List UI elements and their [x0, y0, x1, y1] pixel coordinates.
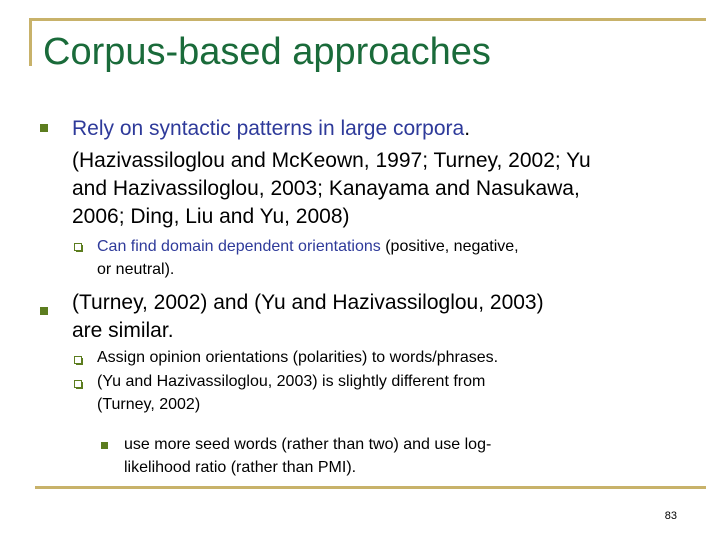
- citation-line-3: 2006; Ding, Liu and Yu, 2008): [72, 205, 350, 228]
- sub-bullet-1-highlight: Can find domain dependent orientations: [97, 238, 381, 255]
- hollow-square-bullet-icon: [74, 380, 82, 388]
- frame-border-bottom: [35, 486, 706, 489]
- citation-line-2: and Hazivassiloglou, 2003; Kanayama and Nasukawa,: [72, 177, 580, 200]
- hollow-square-bullet-icon: [74, 243, 82, 251]
- hollow-square-bullet-icon: [74, 356, 82, 364]
- slide-title: Corpus-based approaches: [43, 31, 491, 73]
- square-bullet-icon: [40, 307, 48, 315]
- bullet-1-text: [72, 116, 470, 141]
- sub-bullet-1-rest: (positive, negative,: [380, 238, 519, 255]
- sub-sub-bullet-line-1: use more seed words (rather than two) and use log-: [124, 436, 492, 453]
- frame-border-top: [29, 18, 706, 21]
- sub-bullet-1-line-2: or neutral).: [97, 261, 175, 278]
- sub-bullet-3-line-2: (Turney, 2002): [97, 396, 201, 413]
- sub-bullet-2: Assign opinion orientations (polarities) to words/phrases.: [97, 349, 499, 366]
- page-number: 83: [664, 510, 677, 522]
- bullet-1-main: Rely on syntactic patterns in large corpora: [72, 117, 465, 140]
- sub-sub-bullet-line-2: likelihood ratio (rather than PMI).: [124, 459, 357, 476]
- square-bullet-icon: [101, 442, 108, 449]
- bullet-1-period: .: [464, 117, 471, 140]
- frame-border-left: [29, 18, 32, 66]
- square-bullet-icon: [40, 124, 48, 132]
- sub-bullet-1-line-1: [97, 237, 519, 257]
- sub-bullet-3-line-1: (Yu and Hazivassiloglou, 2003) is slightly different from: [97, 373, 486, 390]
- bullet-2-line-2: are similar.: [72, 319, 174, 342]
- bullet-2-line-1: (Turney, 2002) and (Yu and Hazivassiloglou, 2003): [72, 291, 544, 314]
- citation-line-1: (Hazivassiloglou and McKeown, 1997; Turney, 2002; Yu: [72, 149, 591, 172]
